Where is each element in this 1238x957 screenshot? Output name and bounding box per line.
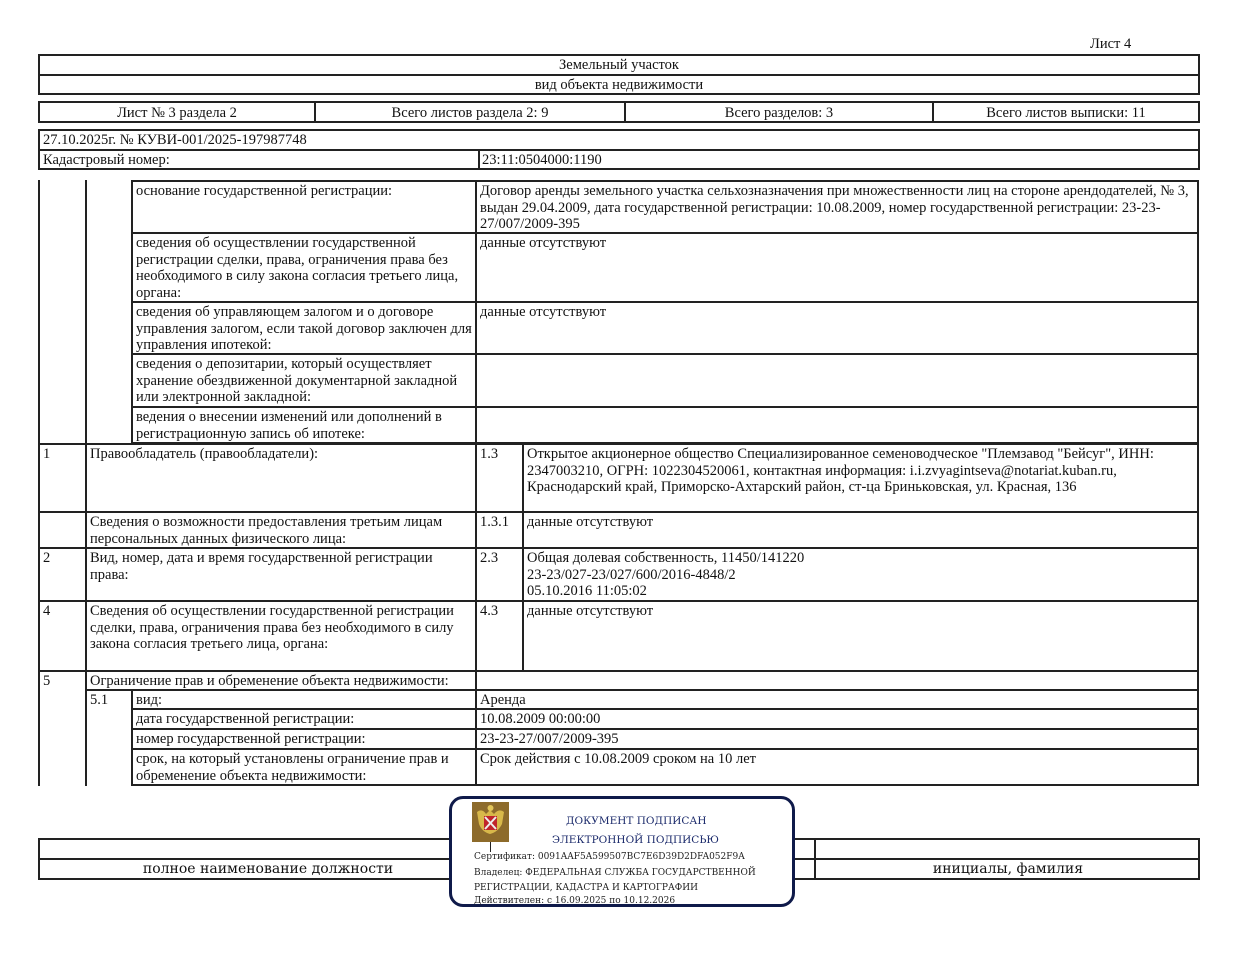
sheet-number: Лист № 3 раздела 2 (117, 105, 237, 121)
continued-value: Договор аренды земельного участка сельхозназначения при множественности лиц на стороне арендодателей, № 3, выдан 29.04.2009, дата государственной регистрации: 10.08.2009, номер государственной регистрации: 23-23-27/007/2009-395 (480, 183, 1193, 232)
object-type: Земельный участок (559, 57, 679, 73)
stamp-title-line1: ДОКУМЕНТ ПОДПИСАН (566, 815, 707, 827)
section5-number: 5 (43, 673, 51, 689)
encumbrance-label: номер государственной регистрации: (136, 731, 366, 747)
continued-label: ведения о внесении изменений или дополнений в регистрационную запись об ипотеке: (136, 409, 446, 442)
section5-sub-number: 5.1 (90, 692, 109, 708)
continued-label: сведения об управляющем залогом и о договоре управления залогом, если такой договор заключен для управления ипотекой: (136, 304, 476, 353)
encumbrance-value: Срок действия с 10.08.2009 сроком на 10 лет (480, 751, 756, 767)
doc-number: 27.10.2025г. № КУВИ-001/2025-197987748 (43, 132, 307, 148)
continued-value (477, 355, 1197, 357)
continued-label: сведения об осуществлении государственной регистрации сделки, права, ограничения права без необходимого в силу закона согласия третьего лица, органа: (136, 235, 462, 301)
encumbrance-label: срок, на который установлены ограничение прав и обременение объекта недвижимости: (136, 751, 453, 784)
doc-id-box (38, 129, 1200, 170)
sheet-info-row (38, 101, 1200, 123)
continued-label: сведения о депозитарии, который осуществляет хранение обездвиженной документарной закладной или электронной закладной: (136, 356, 461, 405)
section-count: Всего разделов: 3 (724, 105, 834, 121)
name-caption: инициалы, фамилия (932, 861, 1084, 877)
total-sheets: Всего листов выписки: 11 (986, 105, 1146, 121)
continued-value: данные отсутствуют (480, 235, 607, 251)
cadastral-value: 23:11:0504000:1190 (482, 152, 602, 168)
encumbrance-value: 23-23-27/007/2009-395 (480, 731, 619, 747)
encumbrance-label: вид: (136, 692, 163, 708)
row-code: 1.3 (480, 446, 499, 462)
row-number: 4 (43, 603, 51, 619)
stamp-certificate: Сертификат: 0091AAF5A599507BC7E6D39D2DFA052F9A (474, 852, 745, 862)
row-value: Открытое акционерное общество Специализированное семеноводческое "Племзавод "Бейсуг", ИНН: 2347003210, ОГРН: 1022304520061, контактная информация: i.i.zvyagintseva@notariat.kuban.ru, Краснодарский край, Приморско-Ахтарский район, ст-ца Бриньковская, ул. Красная, 136 (527, 446, 1158, 495)
continued-label: основание государственной регистрации: (136, 183, 393, 199)
encumbrance-value: Аренда (480, 692, 526, 708)
russian-coat-of-arms-icon (472, 802, 509, 842)
row-number: 2 (43, 550, 51, 566)
continued-value (477, 408, 1197, 410)
continued-value: данные отсутствуют (480, 304, 607, 320)
page-label: Лист 4 (1090, 36, 1132, 52)
section5-label: Ограничение прав и обременение объекта недвижимости: (90, 673, 449, 689)
row-label: Вид, номер, дата и время государственной регистрации права: (90, 550, 437, 583)
position-caption: полное наименование должности (142, 861, 394, 877)
row-code: 4.3 (480, 603, 499, 619)
e-signature-stamp (449, 796, 795, 907)
stamp-owner-line1: Владелец: ФЕДЕРАЛЬНАЯ СЛУЖБА ГОСУДАРСТВЕННОЙ (474, 868, 756, 878)
section-sheet-count: Всего листов раздела 2: 9 (391, 105, 549, 121)
row-code: 1.3.1 (480, 514, 509, 530)
row-number (40, 513, 85, 515)
object-type-caption: вид объекта недвижимости (534, 77, 704, 93)
row-label: Сведения о возможности предоставления третьим лицам персональных данных физического лица: (90, 514, 446, 547)
row-value: данные отсутствуют (527, 603, 654, 619)
object-type-box (38, 54, 1200, 95)
row-number: 1 (43, 446, 51, 462)
row-label: Сведения об осуществлении государственной регистрации сделки, права, ограничения права без необходимого в силу закона согласия третьего лица, органа: (90, 603, 458, 652)
stamp-validity: Действителен: с 16.09.2025 по 10.12.2026 (474, 896, 676, 906)
stamp-title-line2: ЭЛЕКТРОННОЙ ПОДПИСЬЮ (552, 834, 719, 846)
cadastral-label: Кадастровый номер: (43, 152, 170, 168)
encumbrance-label: дата государственной регистрации: (136, 711, 355, 727)
row-label: Правообладатель (правообладатели): (90, 446, 319, 462)
row-value: Общая долевая собственность, 11450/141220 23-23/027-23/027/600/2016-4848/2 05.10.2016 11:05:02 (527, 550, 805, 599)
row-value: данные отсутствуют (527, 514, 654, 530)
row-code: 2.3 (480, 550, 499, 566)
stamp-owner-line2: РЕГИСТРАЦИИ, КАДАСТРА И КАРТОГРАФИИ (474, 883, 698, 893)
encumbrance-value: 10.08.2009 00:00:00 (480, 711, 601, 727)
